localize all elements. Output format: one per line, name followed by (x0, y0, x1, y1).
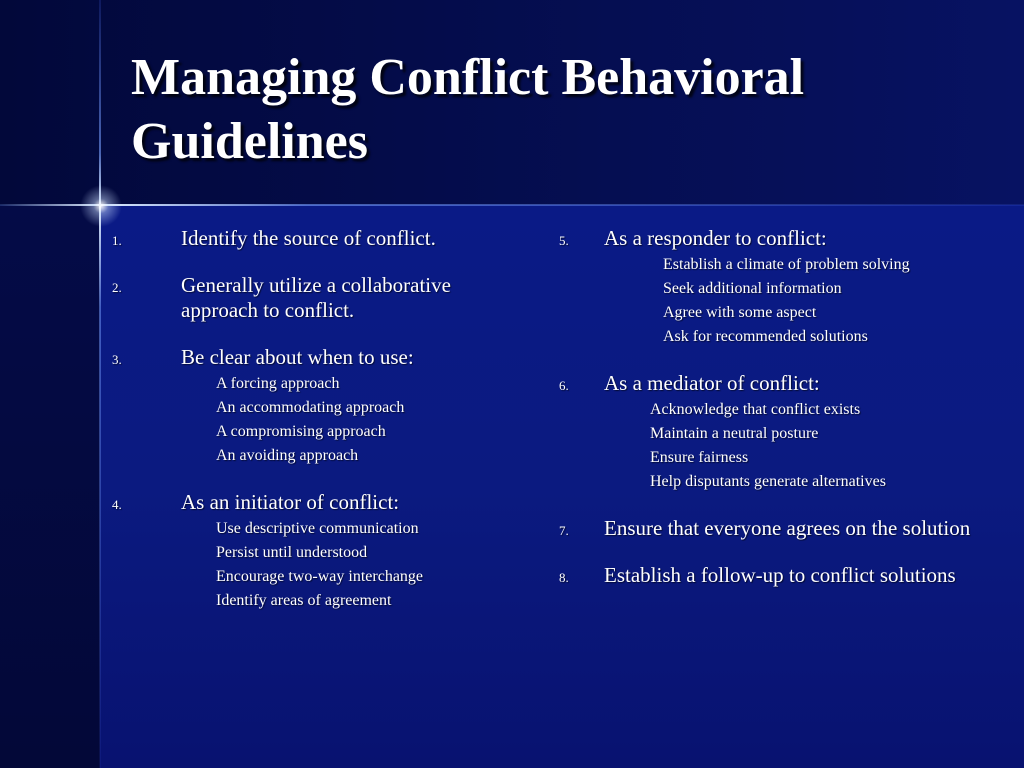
slide-title: Managing Conflict Behavioral Guidelines (131, 49, 805, 170)
vertical-light-line (99, 0, 101, 768)
item-number: 1. (112, 233, 122, 248)
sparkle-icon (80, 185, 122, 227)
sub-item: Ensure fairness (650, 449, 749, 466)
item-text: As a responder to conflict: (604, 226, 827, 250)
sub-list (216, 517, 532, 613)
item-number: 4. (112, 497, 122, 512)
item-number: 5. (559, 233, 569, 248)
sub-item: Help disputants generate alternatives (650, 473, 886, 490)
list-item (112, 345, 532, 468)
left-strip (0, 205, 100, 768)
item-number: 3. (112, 352, 122, 367)
item-text: As a mediator of conflict: (604, 371, 820, 395)
list-item (559, 563, 999, 588)
horizontal-light-line (0, 204, 1024, 206)
sub-item: An accommodating approach (216, 399, 405, 416)
list-item (112, 490, 532, 613)
list-item (559, 516, 999, 541)
sub-item: A compromising approach (216, 423, 386, 440)
sub-item: Maintain a neutral posture (650, 425, 819, 442)
sub-list (650, 398, 999, 494)
item-text: Establish a follow-up to conflict solutions (604, 563, 956, 587)
sub-item: Acknowledge that conflict exists (650, 401, 861, 418)
right-column (559, 226, 999, 610)
item-text: Be clear about when to use: (181, 345, 414, 369)
item-text: Generally utilize a collaborative approach to conflict. (181, 273, 451, 322)
sub-item: A forcing approach (216, 375, 340, 392)
sub-item: Encourage two-way interchange (216, 568, 424, 585)
item-text: As an initiator of conflict: (181, 490, 400, 514)
sub-item: Establish a climate of problem solving (663, 256, 910, 273)
sub-item: Ask for recommended solutions (663, 328, 868, 345)
sub-item: Persist until understood (216, 544, 368, 561)
list-item (559, 371, 999, 494)
list-item (112, 273, 532, 323)
item-text: Identify the source of conflict. (181, 226, 436, 250)
item-number: 2. (112, 280, 122, 295)
sub-item: An avoiding approach (216, 447, 359, 464)
sub-item: Agree with some aspect (663, 304, 817, 321)
item-text: Ensure that everyone agrees on the solution (604, 516, 971, 540)
item-number: 6. (559, 378, 569, 393)
sub-item: Use descriptive communication (216, 520, 419, 537)
sub-item: Identify areas of agreement (216, 592, 392, 609)
list-item (559, 226, 999, 349)
left-column (112, 226, 532, 635)
sub-list (663, 253, 999, 349)
item-number: 7. (559, 523, 569, 538)
list-item (112, 226, 532, 251)
item-number: 8. (559, 570, 569, 585)
sub-list (216, 372, 532, 468)
sub-item: Seek additional information (663, 280, 842, 297)
